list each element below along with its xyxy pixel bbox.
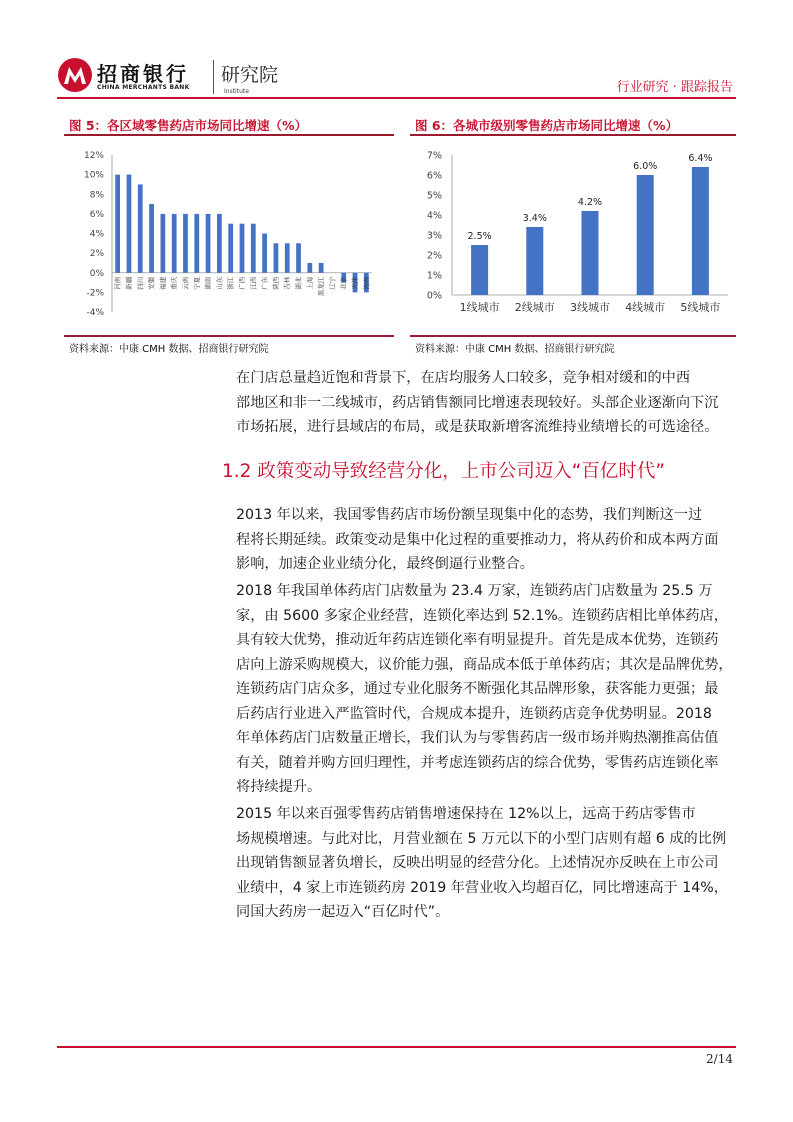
x-tick-label: 宁夏	[192, 276, 201, 290]
x-tick-label: 辽宁	[328, 276, 337, 290]
cmb-logo-icon	[57, 57, 93, 93]
x-tick-label: 北京	[339, 276, 348, 290]
text-line: 市场拓展，进行县域店的布局，或是获取新增客流维持业绩增长的可选途径。	[236, 419, 719, 435]
figure5-bottom-rule	[64, 335, 394, 337]
bar	[115, 175, 120, 273]
x-tick-label: 1线城市	[459, 301, 500, 314]
text-line: 出现销售额显著负增长，反映出明显的经营分化。上述情况亦反映在上市公司	[236, 855, 719, 871]
data-label: 4.2%	[577, 197, 603, 208]
y-tick-label: 4%	[426, 210, 442, 222]
text-line: 家，由 5600 多家企业经营，连锁化率达到 52.1%。连锁药店相比单体药店，	[236, 607, 728, 624]
x-tick-label: 湖南	[204, 276, 213, 290]
text-line: 在门店总量趋近饱和背景下，在店均服务人口较多，竞争相对缓和的中西	[236, 370, 691, 386]
y-tick-label: 2%	[89, 249, 104, 260]
bar	[296, 243, 301, 272]
x-tick-label: 上海	[305, 276, 314, 290]
text-line: 将持续提升。	[236, 779, 322, 795]
x-tick-label: 四川	[136, 276, 145, 290]
text-line: 业绩中，4 家上市连锁药房 2019 年营业收入均超百亿，同比增速高于 14%，	[236, 879, 728, 896]
text-line: 影响，加速企业业绩分化，最终倒逼行业整合。	[236, 556, 534, 572]
x-tick-label: 4线城市	[625, 301, 666, 314]
x-tick-label: 重庆	[170, 276, 179, 290]
figure6-title: 图 6：各城市级别零售药店市场同比增速（%）	[415, 118, 679, 133]
bar	[274, 243, 279, 272]
brand-name-en: CHINA MERCHANTS BANK	[97, 84, 190, 91]
y-tick-label: 12%	[83, 151, 104, 161]
bar	[471, 245, 488, 295]
figure5-source: 资料来源：中康 CMH 数据、招商银行研究院	[69, 344, 269, 355]
section-heading: 1.2 政策变动导致经营分化，上市公司迈入“百亿时代”	[222, 461, 665, 482]
y-tick-label: 2%	[426, 250, 442, 262]
y-tick-label: -2%	[86, 288, 104, 299]
text-line: 店向上游采购规模大，议价能力强，商品成本低于单体药店；其次是品牌优势，	[236, 656, 733, 673]
bar	[127, 175, 132, 273]
figure5-title: 图 5：各区域零售药店市场同比增速（%）	[69, 118, 308, 133]
bar	[285, 243, 290, 272]
report-type: 行业研究 · 跟踪报告	[616, 80, 733, 95]
text-line: 程将长期延续。政策变动是集中化过程的重要推动力，将从药价和成本两方面	[236, 531, 719, 548]
y-tick-label: 6%	[89, 209, 104, 220]
y-tick-label: 0%	[89, 268, 104, 279]
text-line: 部地区和非一二线城市，药店销售额同比增速表现较好。头部企业逐渐向下沉	[236, 394, 719, 411]
figure6-top-rule	[410, 134, 736, 136]
x-tick-label: 浙江	[226, 276, 235, 290]
paragraph-2	[236, 503, 736, 577]
institute-name: 研究院	[221, 64, 279, 86]
regional-growth-chart	[64, 140, 394, 330]
y-tick-label: 4%	[89, 229, 104, 240]
text-line: 场规模增速。与此对比，月营业额在 5 万元以下的小型门店则有超 6 成的比例	[236, 830, 727, 847]
institute-name-en: Institute	[224, 88, 249, 95]
data-label: 3.4%	[522, 213, 547, 224]
x-tick-label: 广西	[238, 276, 246, 290]
y-tick-label: 6%	[426, 170, 442, 182]
bar	[160, 214, 165, 273]
text-line: 2018 年我国单体药店门店数量为 23.4 万家，连锁药店门店数量为 25.5 万	[236, 583, 713, 599]
bar	[319, 263, 324, 273]
figure5-top-rule	[64, 134, 394, 136]
y-tick-label: -4%	[86, 308, 104, 318]
footer-divider	[57, 1046, 736, 1048]
x-tick-label: 陕西	[271, 276, 280, 290]
bar	[149, 204, 154, 273]
bar	[251, 224, 256, 273]
bar	[526, 227, 543, 295]
bar	[240, 224, 245, 273]
bar	[183, 214, 188, 273]
y-tick-label: 7%	[426, 150, 442, 162]
x-tick-label: 2线城市	[514, 301, 555, 314]
text-line: 后药店行业进入严监管时代，合规成本提升，连锁药店竞争优势明显。2018	[236, 705, 712, 722]
data-label: 6.0%	[633, 161, 658, 172]
text-line: 有关，随着并购方回归理性，并考虑连锁药店的综合优势，零售药店连锁化率	[236, 754, 719, 771]
x-tick-label: 天津	[351, 276, 360, 290]
text-line: 具有较大优势，推动近年药店连锁化率有明显提升。首先是成本优势，连锁药	[236, 632, 719, 648]
bar	[172, 214, 177, 273]
text-line: 2013 年以来，我国零售药店市场份额呈现集中化的态势，我们判断这一过	[236, 507, 703, 523]
text-line: 年单体药店门店数量正增长，我们认为与零售药店一级市场并购热潮推高估值	[236, 730, 719, 746]
x-tick-label: 山东	[215, 276, 224, 290]
x-tick-label: 江西	[249, 276, 258, 290]
bar	[217, 214, 222, 273]
y-tick-label: 3%	[426, 230, 442, 242]
x-tick-label: 3线城市	[570, 301, 610, 314]
bar	[582, 211, 599, 295]
x-tick-label: 云南	[181, 276, 190, 290]
x-tick-label: 吉林	[283, 276, 292, 290]
text-line: 2015 年以来百强零售药店销售增速保持在 12%以上，远高于药店零售市	[236, 806, 696, 822]
bar	[692, 167, 709, 295]
text-line: 连锁药店门店众多，通过专业化服务不断强化其品牌形象，获客能力更强；最	[236, 681, 719, 697]
bar	[307, 263, 312, 273]
y-tick-label: 10%	[83, 170, 104, 181]
bar	[194, 214, 199, 273]
figure6-source: 资料来源：中康 CMH 数据、招商银行研究院	[415, 344, 615, 355]
bar	[262, 234, 267, 273]
bar	[228, 224, 233, 273]
y-tick-label: 0%	[426, 290, 442, 302]
data-label: 2.5%	[467, 231, 492, 242]
figure6-bottom-rule	[410, 335, 736, 337]
data-label: 6.4%	[688, 153, 713, 164]
header-divider	[57, 97, 736, 99]
paragraph-4	[236, 802, 736, 925]
text-line: 同国大药房一起迈入“百亿时代”。	[236, 904, 450, 920]
brand-divider	[213, 60, 214, 94]
x-tick-label: 海南	[362, 276, 371, 290]
y-tick-label: 5%	[426, 190, 442, 202]
x-tick-label: 安徽	[147, 276, 156, 290]
x-tick-label: 福建	[158, 276, 167, 290]
x-tick-label: 河南	[113, 276, 122, 290]
paragraph-3	[236, 579, 736, 800]
x-tick-label: 黑龙江	[317, 276, 326, 297]
x-tick-label: 广东	[260, 276, 269, 290]
brand-name: 招商银行	[97, 62, 189, 86]
bar	[138, 184, 143, 272]
paragraph-1	[236, 366, 736, 440]
page-number: 2/14	[706, 1052, 733, 1066]
y-tick-label: 8%	[89, 190, 104, 201]
x-tick-label: 湖北	[294, 276, 303, 290]
bar	[206, 214, 211, 273]
bar	[637, 175, 654, 295]
city-tier-growth-chart	[410, 140, 736, 330]
x-tick-label: 5线城市	[680, 301, 721, 314]
x-tick-label: 新疆	[124, 276, 133, 290]
y-tick-label: 1%	[426, 270, 442, 282]
